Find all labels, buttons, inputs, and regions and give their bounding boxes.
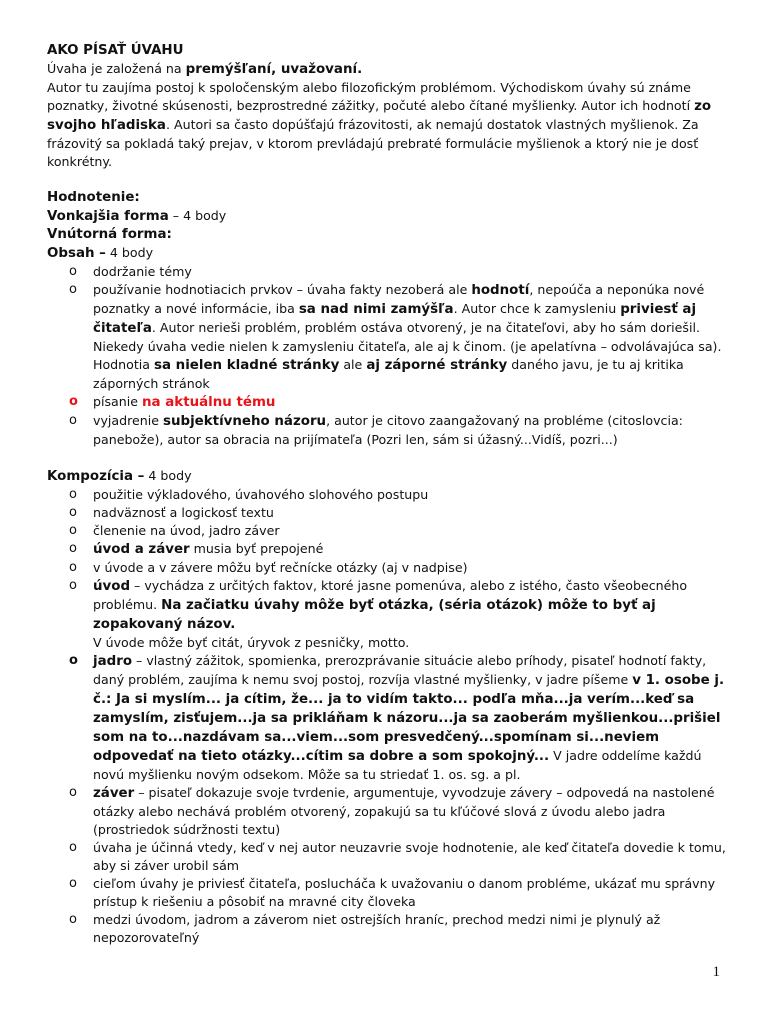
item-text: . Autor chce k zamysleniu xyxy=(453,301,621,316)
item-text: , nepoúča a neponúka nové poznatky a nové informácie, iba xyxy=(93,282,705,316)
item-text: použitie výkladového, úvahového slohového postupu xyxy=(93,487,429,502)
bullet-icon: o xyxy=(69,912,77,927)
item-text: – vlastný zážitok, spomienka, prerozprávanie situácie alebo príhody, pisateľ hodnotí fakty, daný problém, zaujíma k nemu svoj postoj, rozvíja vlastné myšlienky, v jadre píšeme xyxy=(93,653,707,687)
intro-text: Autor tu zaujíma postoj k spoločenským alebo filozofickým problémom. Východiskom úvahy sú známe poznatky, životné skúsenosti, bezprostredné zážitky, počuté alebo čítané myšlienky. Autor ich hodnotí xyxy=(47,80,695,113)
item-text: v úvode a v závere môžu byť rečnícke otázky (aj v nadpise) xyxy=(93,560,468,575)
bullet-icon: o xyxy=(69,541,77,556)
intro-text: Úvaha je založená na xyxy=(47,61,186,76)
kompozicia-points: 4 body xyxy=(144,468,192,483)
bullet-icon: o xyxy=(69,840,77,855)
list-item xyxy=(47,393,727,412)
item-bold: sa nad nimi zamýšľa xyxy=(298,302,454,317)
list-item xyxy=(47,281,727,393)
bullet-icon: o xyxy=(69,413,77,428)
list-item xyxy=(47,911,727,947)
item-text: ale xyxy=(339,357,367,372)
item-text: – vychádza z určitých faktov, ktoré jasne pomenúva, alebo z istého, často všeobecného problému. xyxy=(93,578,688,612)
item-text: medzi úvodom, jadrom a záverom niet ostrejších hraníc, prechod medzi nimi je plynulý až nepozorovateľný xyxy=(93,912,661,945)
obsah-list xyxy=(47,263,727,449)
item-bold: jadro xyxy=(93,654,133,669)
bullet-icon: o xyxy=(69,560,77,575)
list-item xyxy=(47,486,727,504)
item-bold: úvod a záver xyxy=(93,542,190,557)
bullet-icon: o xyxy=(69,785,77,800)
bullet-icon: o xyxy=(69,282,77,297)
item-text: , autor je citovo zaangažovaný na probléme (citoslovcia: panebože), autor sa obracia na prijímateľa (Pozri len, sám si úžasný...Vidíš, pozri...) xyxy=(93,413,683,447)
page-number: 1 xyxy=(712,964,720,980)
item-highlight: na aktuálnu tému xyxy=(142,395,276,410)
intro-line xyxy=(47,60,727,79)
item-bold: v 1. osobe j. č.: Ja si myslím... ja cítim, že... ja to vidím takto... podľa mňa...ja verím...keď sa zamyslím, zisťujem...ja sa prikláňam k názoru...ja sa zaoberám myšlienkou...prišiel som na to...nazdávam sa...viem...som presvedčený...spomínam si...neviem odpovedať na tieto otázky...cítim sa dobre a som spokojný... xyxy=(93,673,725,764)
vonkajsia-points: – 4 body xyxy=(168,208,227,223)
item-text: členenie na úvod, jadro záver xyxy=(93,523,280,538)
list-item xyxy=(47,577,727,652)
list-item xyxy=(47,875,727,911)
intro-bold: zo svojho hľadiska xyxy=(47,99,712,133)
item-text: používanie hodnotiacich prvkov – úvaha fakty nezoberá ale xyxy=(93,282,472,297)
item-text: – pisateľ dokazuje svoje tvrdenie, argumentuje, vyvodzuje závery – odpovedá na nastolené otázky alebo nechává problém otvorený, zopakujú sa tu kľúčové slová z úvodu alebo jadra (prostriedok súdržnosti textu) xyxy=(93,785,715,837)
intro-text: . Autori sa často dopúšťajú frázovitosti, ak nemajú dostatok vlastných myšlienok. Za frázovitý sa pokladá taký prejav, v ktorom prevládajú prebraté formulácie myšlienok a ktorý nie je dosť konkrétny. xyxy=(47,117,699,169)
intro-paragraph xyxy=(47,79,727,171)
vonkajsia-forma xyxy=(47,207,727,226)
vnutorna-forma: Vnútorná forma: xyxy=(47,227,172,242)
page-title: AKO PÍSAŤ ÚVAHU xyxy=(47,43,184,58)
item-bold: úvod xyxy=(93,579,131,594)
item-text: cieľom úvahy je priviesť čitateľa, poslucháča k uvažovaniu o danom probléme, ukázať mu správny prístup k riešeniu a pôsobiť na mravné city človeka xyxy=(93,876,716,909)
item-text: daného javu, je tu aj kritika záporných stránok xyxy=(93,357,684,391)
item-bold: subjektívneho názoru xyxy=(163,414,327,429)
bullet-icon: o xyxy=(69,505,77,520)
kompozicia-heading xyxy=(47,467,727,486)
list-item xyxy=(47,652,727,784)
bullet-icon: o xyxy=(69,264,77,279)
item-bold: hodnotí xyxy=(471,283,530,298)
obsah-heading xyxy=(47,244,727,263)
bullet-icon: o xyxy=(69,487,77,502)
list-item xyxy=(47,839,727,875)
item-bold: Na začiatku úvahy môže byť otázka, (séria otázok) môže to byť aj zopakovaný názov. xyxy=(93,598,656,632)
list-item xyxy=(47,263,727,281)
item-text: musia byť prepojené xyxy=(189,541,324,556)
list-item xyxy=(47,522,727,540)
hodnotenie-heading: Hodnotenie: xyxy=(47,190,140,205)
bullet-icon: o xyxy=(69,578,77,593)
item-text: dodržanie témy xyxy=(93,264,192,279)
item-text: úvaha je účinná vtedy, keď v nej autor neuzavrie svoje hodnotenie, ale keď čitateľa dovedie k tomu, aby si záver urobil sám xyxy=(93,840,726,873)
item-bold: aj záporné stránky xyxy=(366,358,508,373)
item-bold: záver xyxy=(93,786,135,801)
item-text: V jadre oddelíme každú novú myšlienku novým odsekom. Môže sa tu striedať 1. os. sg. a pl. xyxy=(93,748,702,782)
list-item xyxy=(47,412,727,449)
item-text: V úvode môže byť citát, úryvok z pesničky, motto. xyxy=(93,635,410,650)
bullet-icon: o xyxy=(69,523,77,538)
item-bold: sa nielen kladné stránky xyxy=(154,358,340,373)
item-text: vyjadrenie xyxy=(93,413,163,428)
item-text: . Autor nerieši problém, problém ostáva otvorený, je na čitateľovi, aby ho sám doriešil. Niekedy úvaha vedie nielen k zamysleniu čitateľa, ale aj k činom. (je apelatívna – odvolávajúca sa). Hodnotia xyxy=(93,320,722,372)
item-text: písanie xyxy=(93,394,143,409)
list-item xyxy=(47,504,727,522)
item-bold: priviesť aj čitateľa xyxy=(93,302,697,336)
bullet-icon: o xyxy=(69,394,78,409)
list-item xyxy=(47,559,727,577)
bullet-icon: o xyxy=(69,876,77,891)
list-item xyxy=(47,540,727,559)
obsah-label: Obsah – xyxy=(47,246,106,261)
kompozicia-list xyxy=(47,486,727,947)
kompozicia-label: Kompozícia – xyxy=(47,469,145,484)
intro-bold: premýšľaní, uvažovaní. xyxy=(185,62,363,77)
obsah-points: 4 body xyxy=(105,245,154,260)
list-item xyxy=(47,784,727,839)
document-page xyxy=(47,42,727,947)
item-text: nadväznosť a logickosť textu xyxy=(93,505,274,520)
bullet-icon: o xyxy=(69,653,78,668)
vonkajsia-label: Vonkajšia forma xyxy=(47,209,169,224)
